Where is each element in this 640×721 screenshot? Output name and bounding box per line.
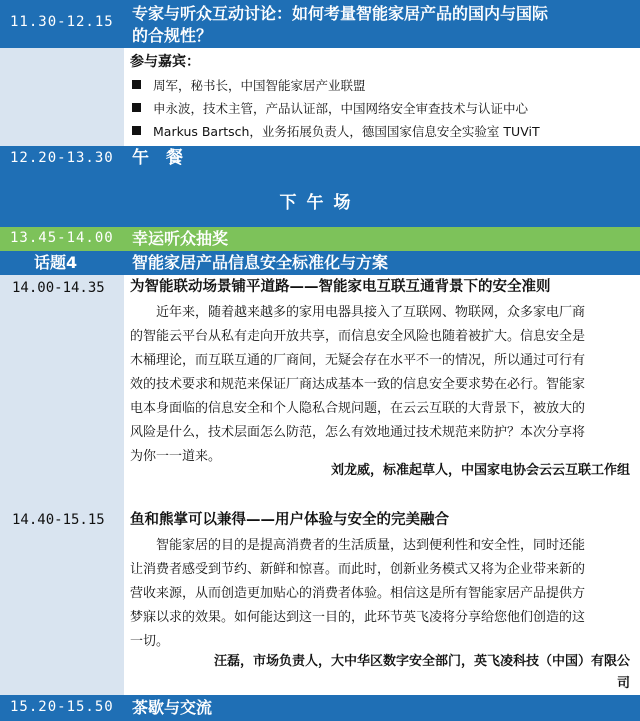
session-time: 14.00-14.35 [12,280,105,296]
session-time: 14.40-15.15 [12,512,105,528]
session-time: 12.20-13.30 [10,150,114,166]
time-cell [0,227,124,251]
agenda-row-discussion [0,0,640,49]
time-cell [0,502,124,695]
topic-label: 话题4 [34,253,78,272]
talk-cell [124,275,640,502]
title-cell [124,0,640,48]
topic-label-cell [0,251,124,275]
agenda-row-lucky-draw [0,227,640,252]
session-time: 11.30-12.15 [10,14,114,30]
agenda-row-talk2 [0,502,640,695]
guest-item: 周军，秘书长，中国智能家居产业联盟 [132,76,366,96]
guests-heading: 参与嘉宾： [130,54,200,70]
agenda-row-guests [0,48,640,146]
session-time: 15.20-15.50 [10,699,114,715]
session-title: 幸运听众抽奖 [132,229,229,248]
talk-abstract: 智能家居的目的是提高消费者的生活质量，达到便利性和安全性，同时还能 让消费者感受到节约、新鲜和惊喜。而此时，创新业务模式又将为企业带来新的 营收来源，从而创造更加贴心的消费者体验。相信这是所有智能家居产品提供方 梦寐以求的效果。如何能达到这一目的，此环节英飞凌将分享给您他们创造的这 一切。 [130,538,586,649]
time-cell [0,0,124,48]
agenda-row-talk1 [0,275,640,502]
guest-item: Markus Bartsch，业务拓展负责人，德国国家信息安全实验室 TUViT [132,122,540,142]
title-cell [124,227,640,251]
title-cell [124,146,640,172]
guests-cell [124,48,640,146]
title-cell [124,251,640,275]
square-bullet-icon [132,80,141,89]
time-cell [0,146,124,172]
talk-title: 为智能联动场景铺平道路——智能家电互联互通背景下的安全准则 [130,279,551,295]
section-title: 下午场 [279,193,361,213]
talk-speaker: 刘龙威，标准起草人，中国家电协会云云互联工作组 [330,463,630,478]
session-title-line2: 的合规性？ [132,26,213,45]
agenda-row-lunch [0,146,640,173]
talk-speaker-line1: 汪磊，市场负责人，大中华区数字安全部门，英飞凌科技（中国）有限公 [213,654,630,669]
session-title-line1: 专家与听众互动讨论：如何考量智能家居产品的国内与国际 [132,4,549,23]
time-cell-empty [0,48,124,146]
agenda-row-tea-break [0,695,640,721]
title-cell [124,695,640,721]
talk-abstract: 近年来，随着越来越多的家用电器具接入了互联网、物联网，众多家电厂商 的智能云平台从私有走向开放共享，而信息安全风险也随着被扩大。信息安全是 木桶理论，而互联互通的厂商间，无疑会存在水平不一的情况，所以通过可行有 效的技术要求和规范来保证厂商达成基本一致的信息安全要求势在必行。智能家 电本身面临的信息安全和个人隐私合规问题，在云云互联的大背景下，被放大的 风险是什么，技术层面怎么防范，怎么有效地通过技术规范来防护？本次分享将 为你一一道来。 [130,305,586,464]
square-bullet-icon [132,126,141,135]
talk-title: 鱼和熊掌可以兼得——用户体验与安全的完美融合 [130,512,449,528]
time-cell [0,695,124,721]
session-time: 13.45-14.00 [10,230,114,246]
topic-title: 智能家居产品信息安全标准化与方案 [132,253,389,272]
session-title: 茶歇与交流 [132,698,213,717]
agenda-row-topic4 [0,251,640,276]
time-cell [0,275,124,502]
guest-item: 申永波，技术主管，产品认证部，中国网络安全审查技术与认证中心 [132,99,528,119]
talk-cell [124,502,640,695]
talk-speaker-line2: 司 [616,676,630,691]
session-title: 午 餐 [132,148,183,168]
section-header-afternoon [0,172,640,227]
square-bullet-icon [132,103,141,112]
